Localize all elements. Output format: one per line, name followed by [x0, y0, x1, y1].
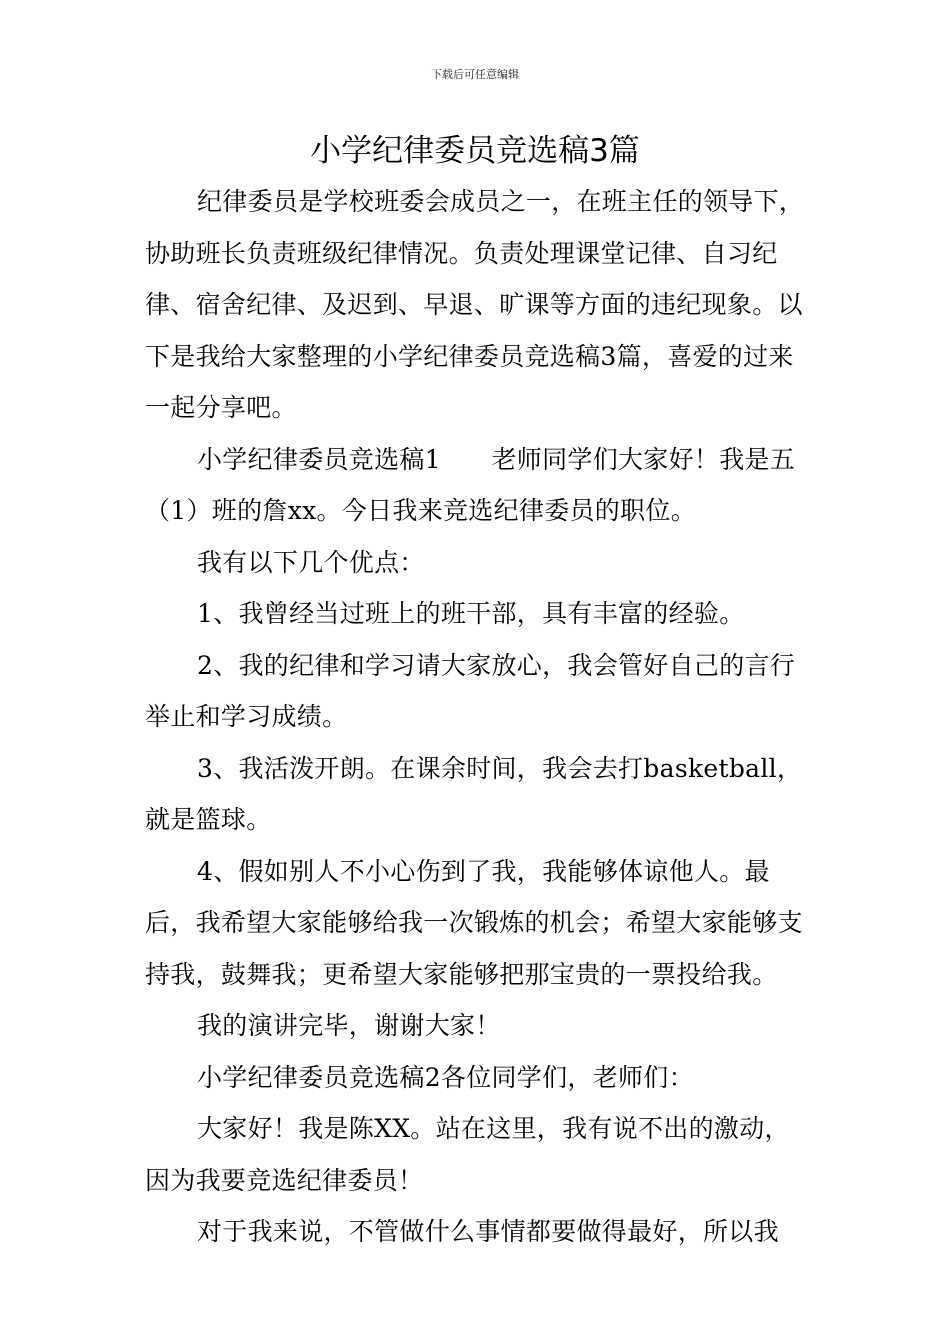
header-note: 下载后可任意编辑: [431, 68, 519, 81]
paragraph-speech2-body: 对于我来说，不管做什么事情都要做得最好，所以我: [197, 1217, 779, 1246]
paragraph-advantages-heading: 我有以下几个优点：: [197, 547, 425, 577]
paragraph-speech1-closing: 我的演讲完毕，谢谢大家！: [197, 1011, 501, 1040]
paragraph-speech2-greeting: 大家好！我是陈XX。站在这里，我有说不出的激动，因为我要竞选纪律委员！: [145, 1114, 790, 1195]
paragraph-advantage-2: 2、我的纪律和学习请大家放心，我会管好自己的言行举止和学习成绩。: [145, 650, 796, 731]
paragraph-advantage-3: 3、我活泼开朗。在课余时间，我会去打basketball，就是篮球。: [145, 753, 803, 834]
document-body: [145, 176, 815, 1258]
paragraph-speech2-heading: 小学纪律委员竞选稿2各位同学们，老师们：: [197, 1062, 694, 1092]
paragraph-advantage-1: 1、我曾经当过班上的班干部，具有丰富的经验。: [197, 599, 745, 628]
paragraph-intro: 纪律委员是学校班委会成员之一，在班主任的领导下，协助班长负责班级纪律情况。负责处理课堂记律、自习纪律、宿舍纪律、及迟到、早退、旷课等方面的违纪现象。以下是我给大家整理的小学纪律委员竞选稿3篇，喜爱的过来一起分享吧。: [145, 187, 805, 422]
document-title: 小学纪律委员竞选稿3篇: [310, 133, 640, 169]
paragraph-advantage-4: 4、假如别人不小心伤到了我，我能够体谅他人。最后，我希望大家能够给我一次锻炼的机会；希望大家能够支持我，鼓舞我；更希望大家能够把那宝贵的一票投给我。: [145, 856, 803, 989]
paragraph-speech1-opening: 小学纪律委员竞选稿1 老师同学们大家好！我是五（1）班的詹xx。今日我来竞选纪律委员的职位。: [145, 444, 796, 525]
